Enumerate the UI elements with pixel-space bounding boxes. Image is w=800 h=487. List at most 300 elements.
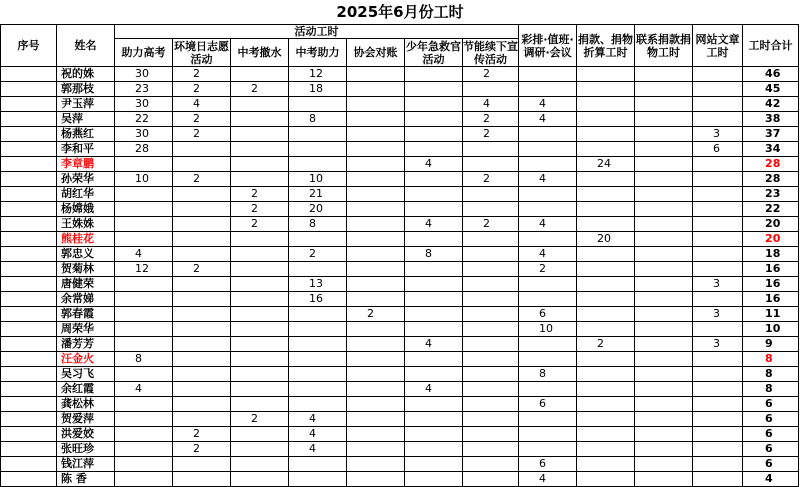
hours-cell bbox=[289, 127, 347, 142]
hours-cell: 30 bbox=[115, 127, 173, 142]
hours-cell: 4 bbox=[519, 247, 577, 262]
hours-cell bbox=[635, 427, 693, 442]
hours-cell bbox=[115, 457, 173, 472]
hours-cell bbox=[173, 247, 231, 262]
seq-cell bbox=[1, 202, 57, 217]
hours-cell bbox=[519, 157, 577, 172]
total-cell: 37 bbox=[743, 127, 799, 142]
hours-cell bbox=[463, 337, 519, 352]
hours-cell: 4 bbox=[289, 412, 347, 427]
table-row bbox=[1, 367, 799, 382]
hours-cell: 2 bbox=[173, 262, 231, 277]
table-row bbox=[1, 457, 799, 472]
hours-cell: 4 bbox=[519, 472, 577, 487]
hours-cell: 4 bbox=[519, 97, 577, 112]
hours-cell bbox=[347, 142, 405, 157]
total-cell: 6 bbox=[743, 442, 799, 457]
hours-cell bbox=[405, 142, 463, 157]
hours-cell bbox=[347, 97, 405, 112]
hours-cell bbox=[463, 187, 519, 202]
hours-cell: 2 bbox=[463, 127, 519, 142]
hours-cell bbox=[693, 352, 743, 367]
hours-cell: 13 bbox=[289, 277, 347, 292]
hours-cell bbox=[347, 187, 405, 202]
hours-cell: 2 bbox=[463, 172, 519, 187]
hours-cell bbox=[405, 442, 463, 457]
name-cell: 吴习飞 bbox=[57, 367, 115, 382]
hours-cell: 18 bbox=[289, 82, 347, 97]
hours-cell bbox=[405, 202, 463, 217]
hours-cell bbox=[405, 307, 463, 322]
hours-cell: 2 bbox=[577, 337, 635, 352]
hours-cell bbox=[231, 232, 289, 247]
hours-cell bbox=[463, 202, 519, 217]
hours-cell bbox=[577, 172, 635, 187]
hours-cell: 4 bbox=[519, 112, 577, 127]
hours-cell bbox=[635, 442, 693, 457]
hours-cell bbox=[347, 382, 405, 397]
hours-cell bbox=[231, 427, 289, 442]
hours-cell bbox=[173, 187, 231, 202]
total-cell: 6 bbox=[743, 412, 799, 427]
hours-cell bbox=[693, 157, 743, 172]
hours-cell bbox=[577, 292, 635, 307]
seq-cell bbox=[1, 112, 57, 127]
seq-cell bbox=[1, 352, 57, 367]
hours-cell: 2 bbox=[231, 412, 289, 427]
hours-cell: 4 bbox=[519, 217, 577, 232]
hours-cell bbox=[635, 142, 693, 157]
hours-cell bbox=[115, 397, 173, 412]
hours-cell bbox=[463, 457, 519, 472]
total-cell: 42 bbox=[743, 97, 799, 112]
hours-cell bbox=[635, 67, 693, 82]
hours-cell: 4 bbox=[289, 427, 347, 442]
hours-cell bbox=[173, 367, 231, 382]
hours-cell bbox=[693, 262, 743, 277]
table-row bbox=[1, 187, 799, 202]
hours-cell bbox=[289, 157, 347, 172]
hours-cell bbox=[405, 82, 463, 97]
hours-cell bbox=[693, 172, 743, 187]
hours-cell bbox=[173, 337, 231, 352]
total-cell: 6 bbox=[743, 457, 799, 472]
hours-cell bbox=[115, 202, 173, 217]
hours-cell: 4 bbox=[405, 337, 463, 352]
hours-cell: 2 bbox=[347, 307, 405, 322]
hours-cell bbox=[115, 157, 173, 172]
hours-cell: 2 bbox=[519, 262, 577, 277]
name-cell: 胡红华 bbox=[57, 187, 115, 202]
hours-cell: 12 bbox=[289, 67, 347, 82]
seq-cell bbox=[1, 367, 57, 382]
name-cell: 汪金火 bbox=[57, 352, 115, 367]
hours-cell: 2 bbox=[173, 67, 231, 82]
table-row bbox=[1, 427, 799, 442]
header-activity-group: 活动工时 bbox=[115, 25, 519, 39]
name-cell: 余红霞 bbox=[57, 382, 115, 397]
hours-cell bbox=[577, 352, 635, 367]
hours-cell bbox=[405, 292, 463, 307]
hours-cell bbox=[173, 457, 231, 472]
seq-cell bbox=[1, 337, 57, 352]
hours-cell bbox=[577, 427, 635, 442]
hours-cell: 4 bbox=[289, 442, 347, 457]
hours-cell bbox=[577, 397, 635, 412]
header-activity: 少年急救官活动 bbox=[406, 39, 461, 66]
hours-cell bbox=[347, 157, 405, 172]
hours-cell: 20 bbox=[289, 202, 347, 217]
name-cell: 郭那枝 bbox=[57, 82, 115, 97]
hours-cell bbox=[405, 97, 463, 112]
hours-cell bbox=[115, 292, 173, 307]
hours-cell bbox=[231, 262, 289, 277]
hours-cell: 3 bbox=[693, 337, 743, 352]
hours-cell bbox=[173, 397, 231, 412]
header-activity: 助力高考 bbox=[115, 39, 173, 67]
hours-cell bbox=[693, 367, 743, 382]
hours-cell bbox=[635, 187, 693, 202]
hours-cell: 12 bbox=[115, 262, 173, 277]
hours-cell bbox=[577, 382, 635, 397]
hours-cell: 30 bbox=[115, 97, 173, 112]
total-cell: 16 bbox=[743, 277, 799, 292]
hours-cell bbox=[519, 67, 577, 82]
hours-cell: 2 bbox=[231, 82, 289, 97]
hours-cell: 2 bbox=[173, 442, 231, 457]
total-cell: 45 bbox=[743, 82, 799, 97]
seq-cell bbox=[1, 142, 57, 157]
hours-cell bbox=[173, 307, 231, 322]
header-contact-donation: 联系捐款捐物工时 bbox=[635, 25, 693, 67]
hours-cell: 3 bbox=[693, 307, 743, 322]
total-cell: 34 bbox=[743, 142, 799, 157]
hours-cell: 2 bbox=[231, 202, 289, 217]
hours-cell bbox=[693, 442, 743, 457]
hours-cell: 28 bbox=[115, 142, 173, 157]
hours-cell bbox=[693, 82, 743, 97]
hours-cell bbox=[693, 412, 743, 427]
hours-cell bbox=[231, 292, 289, 307]
hours-cell bbox=[463, 382, 519, 397]
hours-cell bbox=[231, 127, 289, 142]
hours-cell bbox=[231, 247, 289, 262]
hours-cell bbox=[693, 232, 743, 247]
hours-cell bbox=[405, 457, 463, 472]
hours-cell bbox=[635, 352, 693, 367]
hours-cell bbox=[347, 172, 405, 187]
hours-cell bbox=[231, 352, 289, 367]
seq-cell bbox=[1, 82, 57, 97]
hours-cell: 6 bbox=[693, 142, 743, 157]
hours-cell: 3 bbox=[693, 277, 743, 292]
hours-cell bbox=[115, 277, 173, 292]
table-row bbox=[1, 157, 799, 172]
hours-cell bbox=[347, 457, 405, 472]
name-cell: 钱江萍 bbox=[57, 457, 115, 472]
hours-cell bbox=[231, 97, 289, 112]
name-cell: 祝的姝 bbox=[57, 67, 115, 82]
name-cell: 尹玉萍 bbox=[57, 97, 115, 112]
name-cell: 潘芳芳 bbox=[57, 337, 115, 352]
hours-cell bbox=[115, 307, 173, 322]
hours-cell: 21 bbox=[289, 187, 347, 202]
table-row bbox=[1, 472, 799, 487]
hours-cell bbox=[577, 367, 635, 382]
hours-cell bbox=[519, 352, 577, 367]
name-cell: 孙荣华 bbox=[57, 172, 115, 187]
hours-cell bbox=[519, 127, 577, 142]
hours-cell bbox=[347, 112, 405, 127]
hours-cell bbox=[405, 112, 463, 127]
hours-cell bbox=[693, 292, 743, 307]
table-row bbox=[1, 382, 799, 397]
hours-cell: 8 bbox=[115, 352, 173, 367]
name-cell: 李和平 bbox=[57, 142, 115, 157]
hours-cell bbox=[405, 352, 463, 367]
hours-cell bbox=[405, 187, 463, 202]
hours-cell: 8 bbox=[289, 112, 347, 127]
name-cell: 张旺珍 bbox=[57, 442, 115, 457]
hours-cell bbox=[347, 217, 405, 232]
hours-cell bbox=[463, 142, 519, 157]
hours-cell bbox=[519, 292, 577, 307]
hours-cell bbox=[635, 457, 693, 472]
header-activity: 节能续下宣传活动 bbox=[463, 39, 519, 66]
hours-cell bbox=[693, 427, 743, 442]
seq-cell bbox=[1, 232, 57, 247]
hours-cell: 6 bbox=[519, 307, 577, 322]
hours-cell bbox=[173, 382, 231, 397]
hours-cell bbox=[173, 472, 231, 487]
hours-cell bbox=[635, 277, 693, 292]
table-row bbox=[1, 232, 799, 247]
hours-cell: 2 bbox=[289, 247, 347, 262]
table-row bbox=[1, 307, 799, 322]
hours-cell bbox=[635, 247, 693, 262]
name-cell: 唐健荣 bbox=[57, 277, 115, 292]
hours-cell bbox=[173, 352, 231, 367]
hours-cell bbox=[231, 457, 289, 472]
hours-cell bbox=[347, 337, 405, 352]
total-cell: 8 bbox=[743, 352, 799, 367]
hours-cell: 6 bbox=[519, 457, 577, 472]
table-row bbox=[1, 142, 799, 157]
table-row bbox=[1, 292, 799, 307]
total-cell: 9 bbox=[743, 337, 799, 352]
hours-cell bbox=[635, 367, 693, 382]
hours-cell: 3 bbox=[693, 127, 743, 142]
hours-cell bbox=[463, 322, 519, 337]
total-cell: 46 bbox=[743, 67, 799, 82]
hours-cell bbox=[231, 67, 289, 82]
seq-cell bbox=[1, 157, 57, 172]
hours-cell bbox=[519, 187, 577, 202]
hours-cell bbox=[405, 232, 463, 247]
total-cell: 20 bbox=[743, 217, 799, 232]
hours-cell bbox=[231, 112, 289, 127]
hours-cell bbox=[693, 322, 743, 337]
hours-cell bbox=[347, 127, 405, 142]
hours-cell bbox=[519, 427, 577, 442]
name-cell: 郭春霞 bbox=[57, 307, 115, 322]
hours-cell bbox=[289, 262, 347, 277]
hours-cell bbox=[519, 82, 577, 97]
name-cell: 王姝姝 bbox=[57, 217, 115, 232]
hours-cell bbox=[693, 217, 743, 232]
hours-cell bbox=[577, 412, 635, 427]
hours-cell bbox=[289, 307, 347, 322]
table-row bbox=[1, 217, 799, 232]
hours-cell bbox=[693, 202, 743, 217]
hours-cell bbox=[693, 457, 743, 472]
hours-cell bbox=[463, 292, 519, 307]
header-rehearsal: 彩排·值班·调研·会议 bbox=[519, 25, 577, 67]
hours-cell: 8 bbox=[405, 247, 463, 262]
hours-cell bbox=[231, 367, 289, 382]
hours-cell bbox=[577, 457, 635, 472]
hours-cell bbox=[577, 472, 635, 487]
seq-cell bbox=[1, 472, 57, 487]
table-row bbox=[1, 172, 799, 187]
hours-cell: 10 bbox=[115, 172, 173, 187]
hours-cell bbox=[519, 412, 577, 427]
seq-cell bbox=[1, 397, 57, 412]
hours-cell: 2 bbox=[463, 67, 519, 82]
header-activity: 中考撤水 bbox=[231, 39, 289, 67]
table-row bbox=[1, 247, 799, 262]
table-row bbox=[1, 277, 799, 292]
hours-cell bbox=[405, 67, 463, 82]
hours-cell bbox=[173, 232, 231, 247]
hours-cell bbox=[577, 307, 635, 322]
name-cell: 周荣华 bbox=[57, 322, 115, 337]
hours-cell bbox=[115, 442, 173, 457]
total-cell: 8 bbox=[743, 367, 799, 382]
name-cell: 吴萍 bbox=[57, 112, 115, 127]
hours-cell bbox=[289, 352, 347, 367]
total-cell: 10 bbox=[743, 322, 799, 337]
hours-cell bbox=[463, 352, 519, 367]
hours-cell bbox=[231, 397, 289, 412]
hours-cell bbox=[463, 247, 519, 262]
table-row bbox=[1, 337, 799, 352]
hours-cell bbox=[577, 217, 635, 232]
hours-cell: 2 bbox=[231, 217, 289, 232]
hours-cell: 8 bbox=[289, 217, 347, 232]
seq-cell bbox=[1, 67, 57, 82]
seq-cell bbox=[1, 172, 57, 187]
hours-cell bbox=[635, 127, 693, 142]
hours-cell: 4 bbox=[405, 157, 463, 172]
table-row bbox=[1, 202, 799, 217]
hours-cell: 16 bbox=[289, 292, 347, 307]
hours-cell bbox=[577, 67, 635, 82]
hours-cell bbox=[231, 322, 289, 337]
hours-cell bbox=[463, 82, 519, 97]
hours-cell bbox=[463, 157, 519, 172]
table-row bbox=[1, 442, 799, 457]
total-cell: 38 bbox=[743, 112, 799, 127]
hours-cell bbox=[577, 112, 635, 127]
hours-cell bbox=[519, 142, 577, 157]
hours-cell bbox=[289, 232, 347, 247]
hours-cell bbox=[173, 322, 231, 337]
hours-cell bbox=[635, 202, 693, 217]
seq-cell bbox=[1, 307, 57, 322]
hours-cell: 2 bbox=[231, 187, 289, 202]
name-cell: 贺菊林 bbox=[57, 262, 115, 277]
hours-cell bbox=[693, 112, 743, 127]
hours-cell: 2 bbox=[173, 82, 231, 97]
hours-cell: 4 bbox=[115, 247, 173, 262]
table-row bbox=[1, 262, 799, 277]
total-cell: 16 bbox=[743, 292, 799, 307]
hours-cell bbox=[347, 442, 405, 457]
table-row bbox=[1, 322, 799, 337]
hours-cell bbox=[347, 82, 405, 97]
hours-cell bbox=[577, 127, 635, 142]
hours-cell bbox=[231, 442, 289, 457]
total-cell: 18 bbox=[743, 247, 799, 262]
hours-cell bbox=[231, 337, 289, 352]
hours-cell: 6 bbox=[519, 397, 577, 412]
hours-cell bbox=[519, 442, 577, 457]
hours-cell bbox=[405, 322, 463, 337]
hours-cell bbox=[173, 157, 231, 172]
seq-cell bbox=[1, 412, 57, 427]
hours-cell bbox=[347, 277, 405, 292]
hours-cell: 23 bbox=[115, 82, 173, 97]
hours-cell bbox=[115, 187, 173, 202]
hours-cell bbox=[347, 247, 405, 262]
hours-cell bbox=[577, 97, 635, 112]
hours-cell: 2 bbox=[173, 127, 231, 142]
header-total: 工时合计 bbox=[743, 25, 799, 67]
hours-cell bbox=[405, 262, 463, 277]
total-cell: 23 bbox=[743, 187, 799, 202]
hours-cell bbox=[115, 412, 173, 427]
hours-cell bbox=[635, 397, 693, 412]
hours-cell bbox=[289, 457, 347, 472]
hours-cell bbox=[463, 277, 519, 292]
name-cell: 杨燕红 bbox=[57, 127, 115, 142]
hours-cell bbox=[231, 157, 289, 172]
hours-cell bbox=[577, 142, 635, 157]
name-cell: 贺爱萍 bbox=[57, 412, 115, 427]
hours-cell bbox=[115, 322, 173, 337]
hours-cell bbox=[463, 232, 519, 247]
hours-cell bbox=[519, 232, 577, 247]
hours-cell bbox=[347, 262, 405, 277]
hours-cell bbox=[405, 367, 463, 382]
hours-cell bbox=[635, 112, 693, 127]
name-cell: 余常娣 bbox=[57, 292, 115, 307]
seq-cell bbox=[1, 457, 57, 472]
hours-cell bbox=[693, 67, 743, 82]
name-cell: 龚松林 bbox=[57, 397, 115, 412]
hours-cell bbox=[463, 367, 519, 382]
hours-cell bbox=[347, 472, 405, 487]
header-activity: 中考助力 bbox=[289, 39, 347, 67]
header-activity: 环境日志愿活动 bbox=[174, 39, 229, 66]
hours-cell bbox=[347, 202, 405, 217]
total-cell: 20 bbox=[743, 232, 799, 247]
hours-cell bbox=[463, 427, 519, 442]
hours-cell: 30 bbox=[115, 67, 173, 82]
hours-cell bbox=[635, 217, 693, 232]
hours-cell: 2 bbox=[463, 217, 519, 232]
